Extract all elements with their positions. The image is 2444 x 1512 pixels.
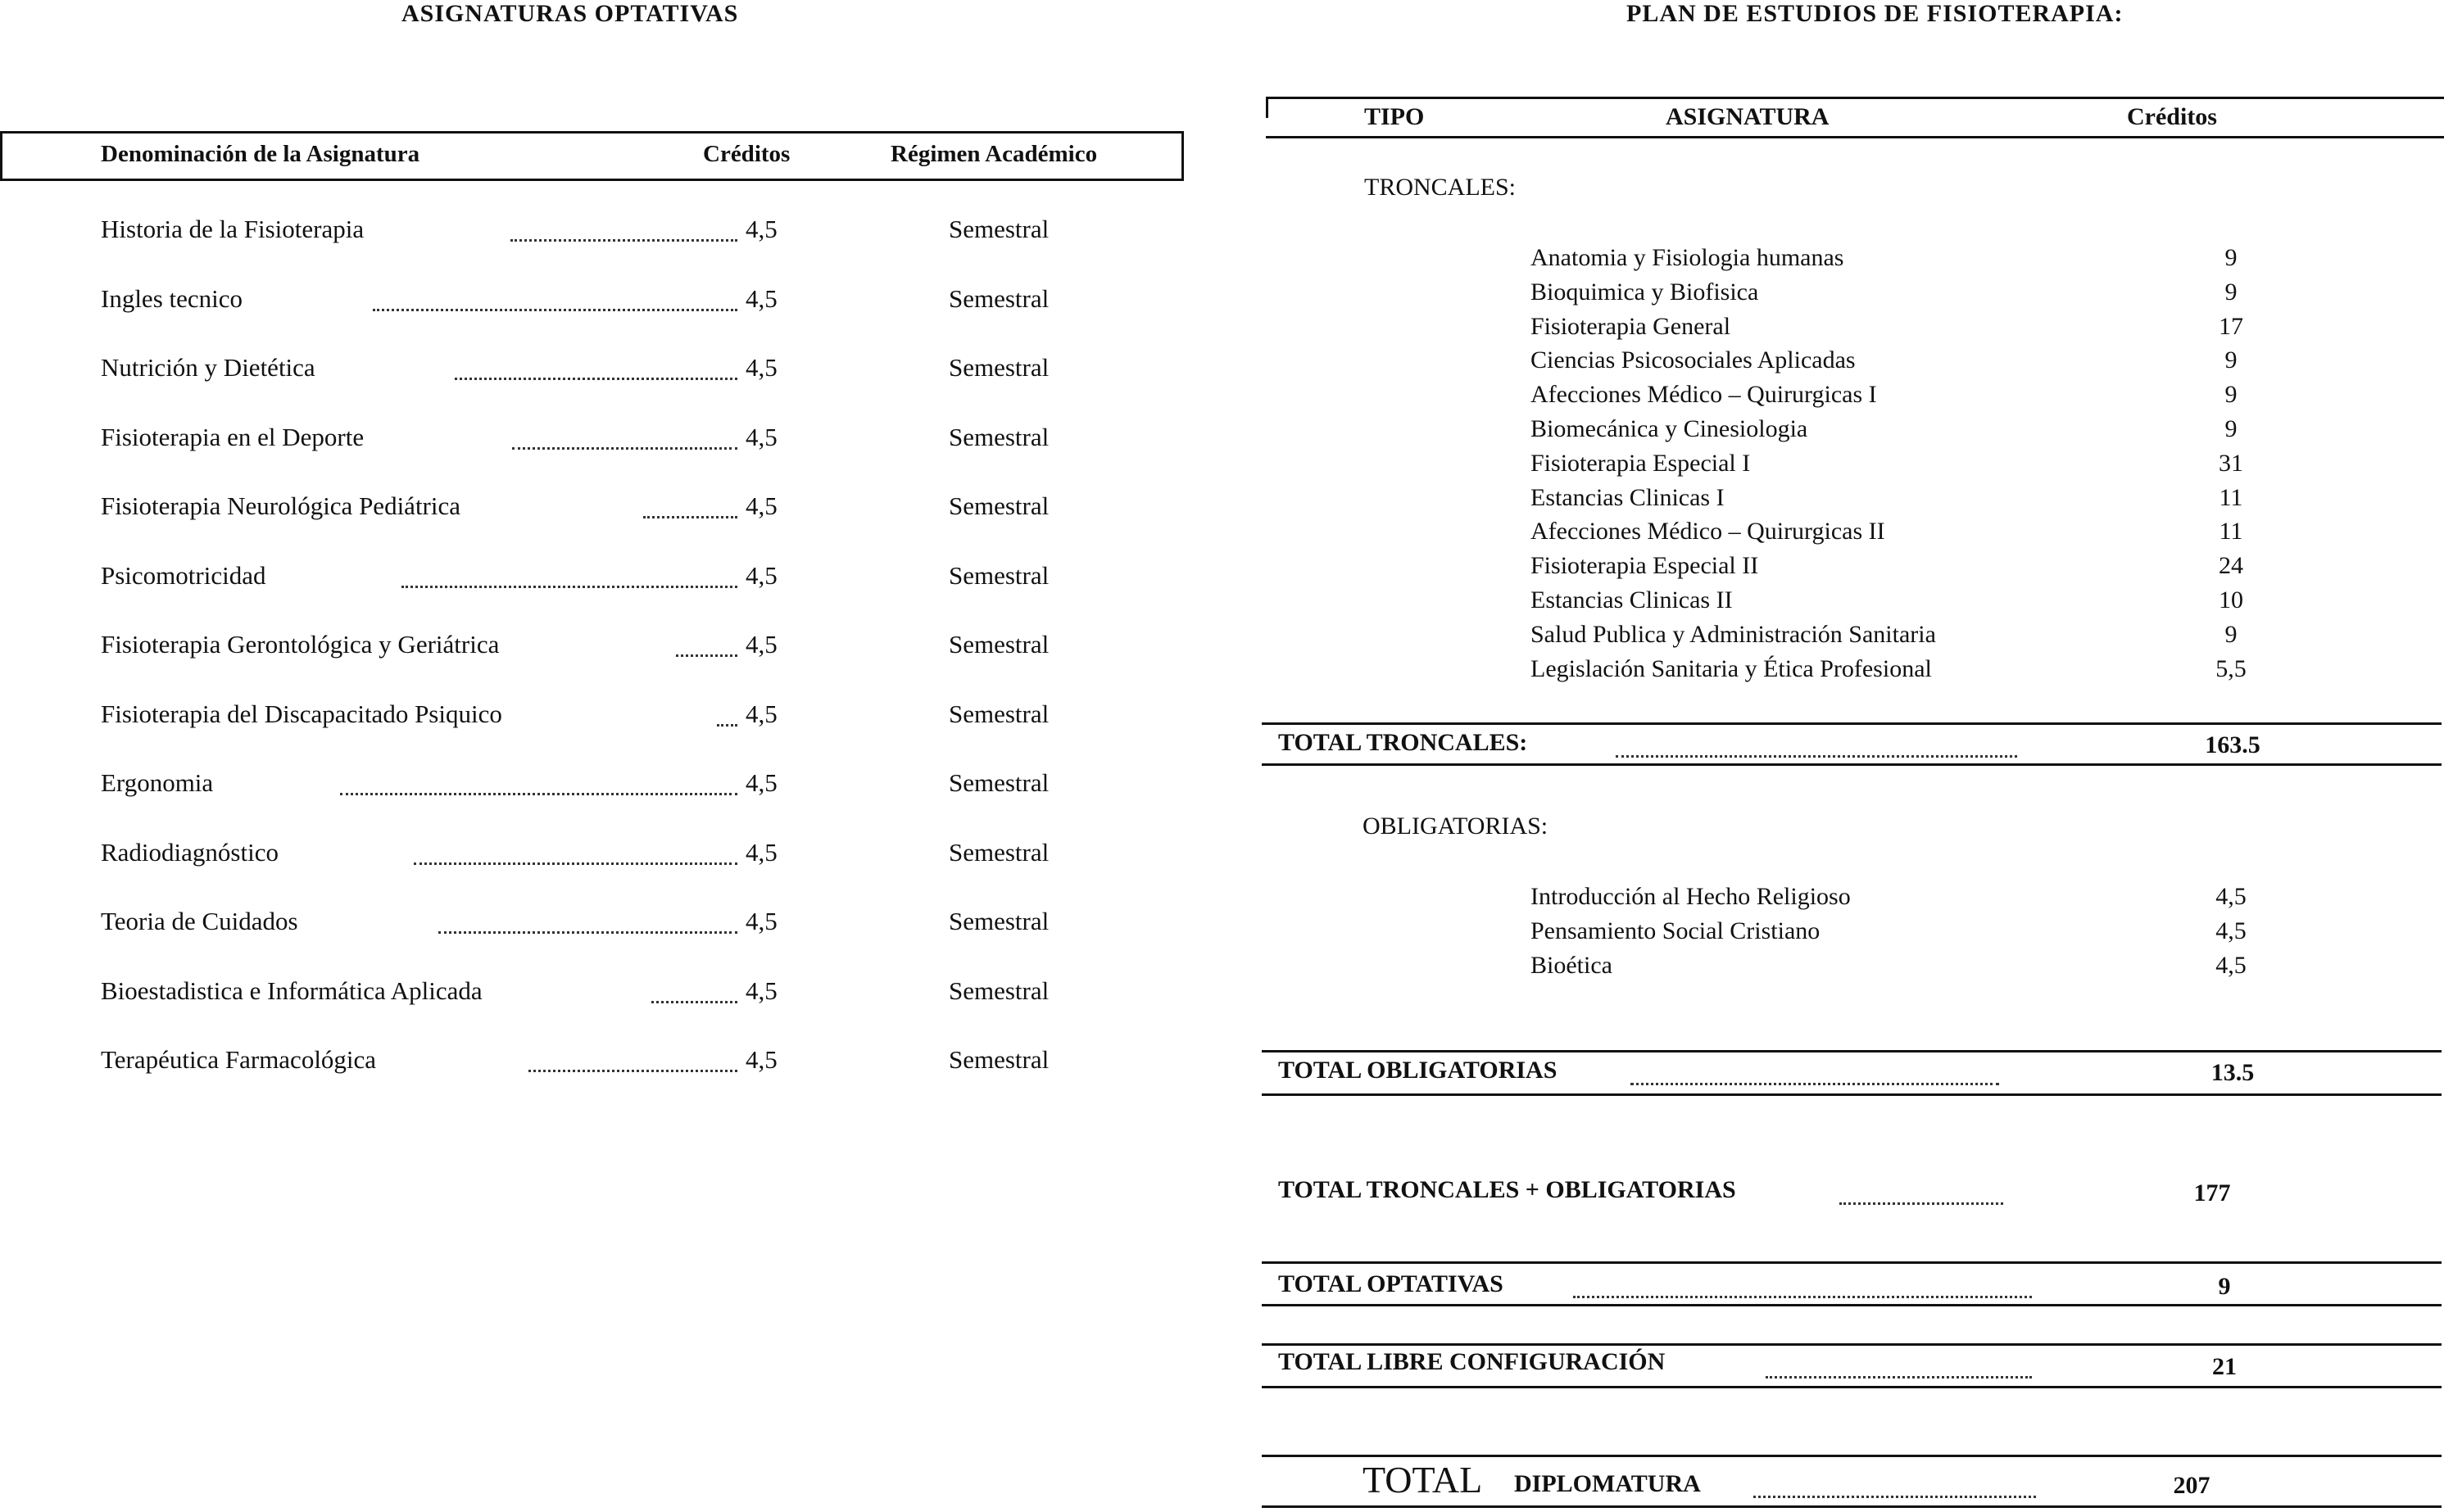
obligatoria-subject: Bioética [1530, 952, 1612, 979]
troncal-subject: Biomecánica y Cinesiologia [1530, 415, 1808, 442]
optativa-row [0, 423, 1180, 464]
total-diplomatura-value: 207 [2173, 1472, 2210, 1499]
total-libre-bottom-rule [1262, 1386, 2442, 1388]
troncal-credits: 31 [2219, 449, 2243, 477]
plan-header-left-tick [1266, 98, 1268, 118]
optativa-row [0, 491, 1180, 532]
troncal-credits: 11 [2219, 483, 2243, 511]
total-diplomatura-dots [1753, 1496, 2036, 1498]
troncal-credits: 5,5 [2215, 654, 2247, 682]
optativa-regime: Semestral [949, 976, 1050, 1005]
optativa-credits: 4,5 [746, 283, 778, 313]
optativa-row [0, 1045, 1180, 1086]
troncal-subject: Estancias Clinicas I [1530, 483, 1725, 511]
optativa-regime: Semestral [949, 1045, 1050, 1074]
header-creditos-plan: Créditos [2127, 103, 2217, 130]
total-troncales-top-rule [1262, 722, 2442, 725]
optativa-row [0, 907, 1180, 948]
total-optativas-label: TOTAL OPTATIVAS [1278, 1270, 1503, 1297]
optativa-regime: Semestral [949, 768, 1050, 797]
header-creditos: Créditos [703, 141, 791, 167]
optativas-header-bottom-rule [0, 179, 1184, 181]
optativa-leader-dots [717, 724, 737, 727]
optativas-header-right-rule [1181, 131, 1184, 180]
optativa-row [0, 976, 1180, 1017]
total-libre-top-rule [1262, 1343, 2442, 1346]
troncal-credits: 17 [2219, 312, 2243, 340]
troncal-subject: Fisioterapia Especial II [1530, 552, 1759, 580]
optativa-name: Nutrición y Dietética [101, 353, 315, 382]
optativa-row [0, 284, 1180, 325]
total-libre-label: TOTAL LIBRE CONFIGURACIÓN [1278, 1348, 1666, 1375]
total-tronc-oblig-value: 177 [2193, 1179, 2231, 1206]
optativa-regime: Semestral [949, 422, 1050, 451]
obligatoria-credits: 4,5 [2215, 883, 2247, 910]
optativa-leader-dots [401, 586, 737, 588]
header-denominacion: Denominación de la Asignatura [101, 141, 420, 167]
total-obligatorias-value: 13.5 [2210, 1059, 2255, 1086]
optativa-row [0, 561, 1180, 602]
troncal-subject: Fisioterapia Especial I [1530, 449, 1751, 477]
optativa-regime: Semestral [949, 353, 1050, 382]
optativa-name: Ingles tecnico [101, 283, 243, 313]
optativa-credits: 4,5 [746, 976, 778, 1005]
optativa-credits: 4,5 [746, 491, 778, 520]
total-diplomatura-label-big: TOTAL [1363, 1459, 1483, 1501]
optativa-regime: Semestral [949, 630, 1050, 659]
optativa-name: Ergonomia [101, 768, 214, 797]
optativa-row [0, 215, 1180, 256]
total-troncales-value: 163.5 [2205, 731, 2260, 758]
optativa-regime: Semestral [949, 491, 1050, 520]
obligatoria-credits: 4,5 [2215, 952, 2247, 979]
total-optativas-value: 9 [2218, 1273, 2231, 1300]
optativa-credits: 4,5 [746, 215, 778, 243]
plan-title: PLAN DE ESTUDIOS DE FISIOTERAPIA: [1626, 0, 2124, 27]
optativa-leader-dots [438, 931, 737, 934]
total-troncales-label: TOTAL TRONCALES: [1278, 729, 1528, 756]
total-troncales-bottom-rule [1262, 763, 2442, 766]
optativa-leader-dots [373, 309, 737, 311]
optativa-name: Fisioterapia Neurológica Pediátrica [101, 491, 461, 520]
optativa-credits: 4,5 [746, 422, 778, 451]
optativa-credits: 4,5 [746, 630, 778, 659]
header-tipo: TIPO [1364, 103, 1425, 130]
optativa-name: Bioestadistica e Informática Aplicada [101, 976, 483, 1005]
optativa-name: Fisioterapia Gerontológica y Geriátrica [101, 630, 500, 659]
troncal-subject: Afecciones Médico – Quirurgicas II [1530, 518, 1885, 545]
optativa-leader-dots [510, 239, 737, 242]
optativas-title: ASIGNATURAS OPTATIVAS [401, 0, 739, 27]
troncal-subject: Salud Publica y Administración Sanitaria [1530, 620, 1936, 648]
optativa-credits: 4,5 [746, 907, 778, 935]
optativa-credits: 4,5 [746, 353, 778, 382]
total-tronc-oblig-label: TOTAL TRONCALES + OBLIGATORIAS [1278, 1176, 1736, 1203]
plan-header-bottom-rule [1266, 136, 2444, 138]
total-optativas-dots [1573, 1296, 2032, 1298]
optativa-credits: 4,5 [746, 768, 778, 797]
troncal-credits: 10 [2219, 586, 2243, 613]
optativa-credits: 4,5 [746, 699, 778, 728]
troncal-subject: Estancias Clinicas II [1530, 586, 1733, 613]
total-diplomatura-label-small: DIPLOMATURA [1514, 1470, 1701, 1497]
troncal-credits: 9 [2224, 381, 2238, 409]
optativa-leader-dots [643, 516, 737, 518]
troncal-subject: Bioquimica y Biofisica [1530, 278, 1759, 306]
optativa-name: Teoria de Cuidados [101, 907, 298, 935]
obligatoria-credits: 4,5 [2215, 917, 2247, 944]
optativa-name: Radiodiagnóstico [101, 837, 279, 867]
troncal-credits: 9 [2224, 346, 2238, 374]
optativa-regime: Semestral [949, 215, 1050, 243]
troncal-subject: Legislación Sanitaria y Ética Profesional [1530, 654, 1932, 682]
optativa-name: Psicomotricidad [101, 560, 266, 590]
obligatoria-subject: Pensamiento Social Cristiano [1530, 917, 1821, 944]
optativas-header-left-rule [0, 131, 2, 180]
total-libre-dots [1766, 1376, 2032, 1378]
total-libre-value: 21 [2212, 1353, 2237, 1380]
optativa-name: Historia de la Fisioterapia [101, 215, 365, 243]
optativa-name: Terapéutica Farmacológica [101, 1045, 377, 1074]
troncal-credits: 9 [2224, 620, 2238, 648]
troncal-credits: 9 [2224, 278, 2238, 306]
troncal-credits: 24 [2219, 552, 2243, 580]
total-obligatorias-bottom-rule [1262, 1093, 2442, 1096]
optativa-regime: Semestral [949, 837, 1050, 867]
optativa-row [0, 699, 1180, 740]
troncal-credits: 11 [2219, 518, 2243, 545]
header-regimen: Régimen Académico [891, 141, 1098, 167]
troncal-subject: Fisioterapia General [1530, 312, 1731, 340]
optativa-leader-dots [414, 862, 737, 865]
obligatorias-label: OBLIGATORIAS: [1363, 813, 1548, 840]
total-obligatorias-label: TOTAL OBLIGATORIAS [1278, 1057, 1558, 1084]
plan-header-top-rule [1266, 97, 2444, 99]
optativa-row [0, 768, 1180, 809]
optativa-name: Fisioterapia del Discapacitado Psiquico [101, 699, 502, 728]
troncales-label: TRONCALES: [1364, 174, 1517, 201]
optativa-leader-dots [676, 654, 737, 657]
optativa-row [0, 838, 1180, 879]
total-troncales-dots [1616, 755, 2017, 758]
total-diplomatura-bottom-rule [1262, 1505, 2442, 1508]
total-optativas-top-rule [1262, 1261, 2442, 1264]
optativa-credits: 4,5 [746, 560, 778, 590]
total-obligatorias-dots [1630, 1083, 1999, 1085]
optativa-leader-dots [512, 447, 737, 450]
troncal-subject: Ciencias Psicosociales Aplicadas [1530, 346, 1856, 374]
optativa-leader-dots [651, 1001, 737, 1003]
optativa-regime: Semestral [949, 907, 1050, 935]
optativa-credits: 4,5 [746, 837, 778, 867]
total-diplomatura-top-rule [1262, 1455, 2442, 1457]
troncal-subject: Afecciones Médico – Quirurgicas I [1530, 381, 1877, 409]
optativa-row [0, 353, 1180, 394]
troncal-subject: Anatomia y Fisiologia humanas [1530, 244, 1844, 271]
header-asignatura: ASIGNATURA [1666, 103, 1830, 130]
troncal-credits: 9 [2224, 415, 2238, 442]
optativa-row [0, 630, 1180, 671]
optativa-regime: Semestral [949, 560, 1050, 590]
optativa-regime: Semestral [949, 699, 1050, 728]
total-obligatorias-top-rule [1262, 1050, 2442, 1053]
optativa-leader-dots [455, 378, 737, 380]
troncal-credits: 9 [2224, 244, 2238, 271]
optativa-credits: 4,5 [746, 1045, 778, 1074]
obligatoria-subject: Introducción al Hecho Religioso [1530, 883, 1851, 910]
optativa-leader-dots [528, 1070, 737, 1072]
optativa-leader-dots [340, 793, 737, 795]
optativa-name: Fisioterapia en el Deporte [101, 422, 365, 451]
total-tronc-oblig-dots [1839, 1202, 2003, 1205]
optativa-regime: Semestral [949, 283, 1050, 313]
optativas-header-top-rule [0, 131, 1184, 134]
total-optativas-bottom-rule [1262, 1304, 2442, 1306]
